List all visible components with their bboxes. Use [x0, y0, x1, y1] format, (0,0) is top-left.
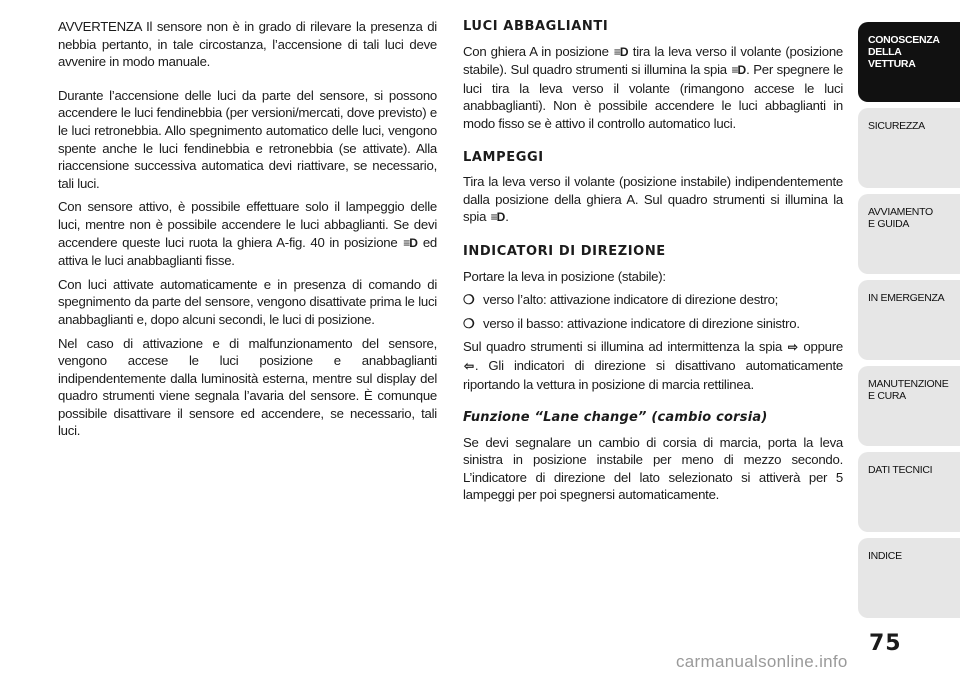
low-beam-icon: ≡D	[403, 235, 417, 250]
high-beam-icon: ≡D	[613, 44, 628, 59]
tab-manutenzione-e-cura[interactable]	[858, 366, 960, 446]
tab-label: AVVIAMENTO E GUIDA	[868, 206, 933, 230]
paragraph-high-beam	[463, 43, 843, 133]
warning-paragraph: AVVERTENZA Il sensore non è in grado di rilevare la presenza di nebbia pertanto, in tale circostanza, l’accensione di tali luci deve avvenire in modo manuale.	[58, 19, 437, 70]
paragraph-lane-change: Se devi segnalare un cambio di corsia di marcia, porta la leva sinistra in posizione instabile per meno di mezzo secondo. L’indicatore di direzione del lato selezionato si attiverà per 5 lampeggi per poi spegnersi automaticamente.	[463, 434, 843, 503]
tab-indice[interactable]	[858, 538, 960, 618]
tab-in-emergenza[interactable]	[858, 280, 960, 360]
text-fragment: Con sensore attivo, è possibile effettuare solo il lampeggio delle luci, mentre non è possibile accendere le luci abbaglianti. Se devi accendere queste luci ruota la ghiera A-fig. 40 in posizione	[58, 199, 437, 250]
text-fragment: .	[505, 209, 509, 225]
tab-label: DATI TECNICI	[868, 464, 933, 476]
tab-divider	[858, 362, 960, 364]
heading-lane-change: Funzione “Lane change” (cambio corsia)	[463, 410, 768, 426]
text-fragment: Con ghiera A in posizione	[463, 43, 609, 59]
right-column	[463, 18, 843, 510]
list-item-text: verso il basso: attivazione indicatore di direzione sinistro.	[483, 315, 800, 331]
paragraph-sensor-active	[58, 198, 437, 269]
paragraph-malfunction: Nel caso di attivazione e di malfunzionamento del sensore, vengono accese le luci posizione e anabbaglianti indipendentemente dalla luminosità esterna, mentre sul display del quadro strumenti viene segnala l’avaria del sensore. È comunque possibile disattivare il sensore ed accendere, se necessario, tali luci.	[58, 335, 437, 439]
list-item-text: verso l’alto: attivazione indicatore di direzione destro;	[483, 292, 779, 308]
list-item	[463, 315, 843, 333]
section-tabs	[858, 22, 960, 624]
bullet-icon: ❍	[463, 315, 475, 331]
paragraph-flashing	[463, 173, 843, 227]
paragraph-fog-lights: Durante l’accensione delle luci da parte del sensore, si possono accendere le luci fendinebbia (per versioni/mercati, dove previsto) e le luci retronebbia. Allo spegnimento automatico delle luci, vengono spente anche le luci fendinebbia e retronebbia (se attivate). Alla riaccensione successiva automatica devi riattivare, se necessario, tali luci.	[58, 87, 437, 191]
text-fragment: oppure	[803, 339, 843, 355]
tab-conoscenza-della-vettura[interactable]	[858, 22, 960, 102]
high-beam-warning-icon: ≡D	[731, 63, 746, 78]
watermark: carmanualsonline.info	[676, 652, 848, 671]
tab-avviamento-e-guida[interactable]	[858, 194, 960, 274]
arrow-left-icon: ⇦	[464, 358, 474, 373]
tab-dati-tecnici[interactable]	[858, 452, 960, 532]
tab-label: CONOSCENZA DELLA VETTURA	[868, 34, 940, 70]
tab-divider	[858, 104, 960, 106]
tab-sicurezza[interactable]	[858, 108, 960, 188]
heading-direction-indicators: INDICATORI DI DIREZIONE	[463, 243, 666, 259]
tab-label: IN EMERGENZA	[868, 292, 945, 304]
arrow-right-icon: ⇨	[787, 340, 798, 355]
left-column	[58, 18, 437, 446]
high-beam-warning-icon: ≡D	[490, 210, 505, 225]
heading-high-beam: LUCI ABBAGLIANTI	[463, 19, 609, 34]
page-number: 75	[869, 631, 902, 656]
text-fragment: ed attiva le luci anabbaglianti fisse.	[58, 234, 437, 269]
heading-flashing: LAMPEGGI	[463, 149, 544, 165]
bullet-icon: ❍	[463, 292, 475, 308]
tab-divider	[858, 448, 960, 450]
tab-divider	[858, 534, 960, 536]
tab-label: MANUTENZIONE E CURA	[868, 378, 949, 402]
text-fragment: . Per spegnere le luci tira la leva verso il volante (rimangono accese le luci anabbaglianti). Non è possibile accendere le luci abbaglianti in modo fisso se è attivo il controllo automatico luci.	[463, 62, 843, 131]
tab-label: SICUREZZA	[868, 120, 925, 132]
text-fragment: Tira la leva verso il volante (posizione instabile) indipendentemente dalla posizione della ghiera A. Sul quadro strumenti si illumina la spia	[463, 174, 843, 225]
tab-divider	[858, 190, 960, 192]
paragraph-auto-off: Con luci attivate automaticamente e in presenza di comando di spegnimento da parte del sensore, vengono disattivate prima le luci anabbaglianti e, dopo alcuni secondi, le luci di posizione.	[58, 276, 437, 327]
list-item	[463, 291, 843, 309]
tab-divider	[858, 276, 960, 278]
paragraph-lever-position: Portare la leva in posizione (stabile):	[463, 268, 666, 284]
text-fragment: . Gli indicatori di direzione si disattivano automaticamente riportando la vettura in posizione di marcia rettilinea.	[463, 357, 843, 392]
paragraph-indicator-lamp	[463, 338, 843, 393]
tab-label: INDICE	[868, 550, 902, 562]
text-fragment: Sul quadro strumenti si illumina ad intermittenza la spia	[463, 339, 783, 355]
text-fragment: tira la leva verso il volante (posizione stabile). Sul quadro strumenti si illumina la spia	[463, 43, 843, 78]
